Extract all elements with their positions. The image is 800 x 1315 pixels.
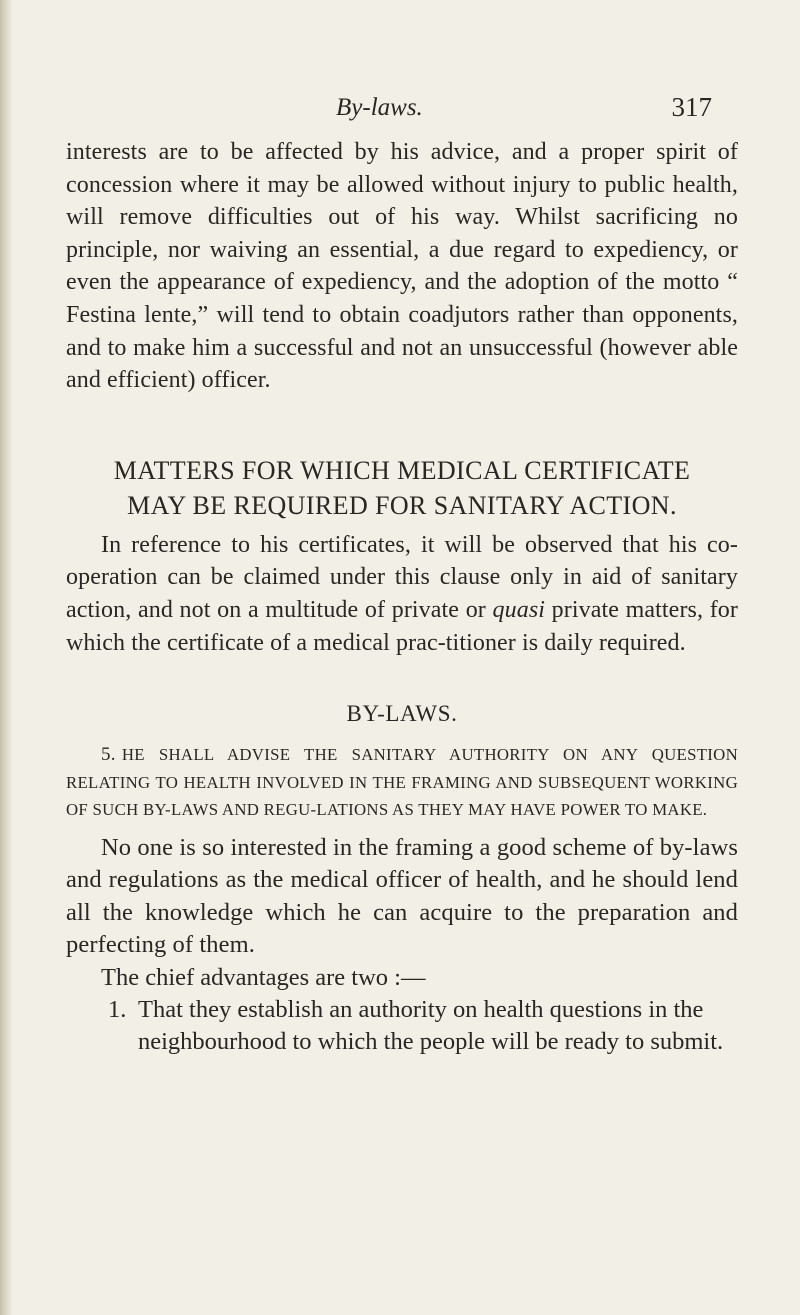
certificates-italic-term: quasi [492,596,546,623]
section-heading-line-2: MAY BE REQUIRED FOR SANITARY ACTION. [127,490,677,520]
bylaws-paragraph: No one is so interested in the framing a good scheme of by-laws and regulations as the medical officer of health, and he should lend all the knowledge which he can acquire to the preparation and perfecting of them. [66,833,738,959]
clause-number: 5. [101,744,116,766]
certificates-text-end: private matters, for which the certificate of a medical prac-titioner is daily required. [66,596,738,656]
advantages-intro: The chief advantages are two :— [101,963,426,991]
section-heading-line-1: MATTERS FOR WHICH MEDICAL CERTIFICATE [113,455,691,485]
certificates-paragraph [66,529,738,659]
bylaws-heading: BY-LAWS. [346,701,458,727]
page-number: 317 [671,92,712,122]
advantage-marker: 1. [108,995,127,1023]
page-edge-shadow [0,0,12,1315]
advantage-item [66,994,738,1058]
opening-paragraph: interests are to be affected by his advice, and a proper spirit of concession where it may be allowed without injury to public health, will remove difficulties out of his way. Whilst sacrificing no principle, nor waiving an essential, a due regard to expediency, or even the appearance of expediency, and the adoption of the motto “ Festina lente,” will tend to obtain coadjutors rather than opponents, and to make him a successful and not an unsuccessful (however able and efficient) officer. [66,139,738,394]
certificates-text-start: In reference to his certificates, it will be observed that his co-operation can be claimed under this clause only in aid of sanitary action, and not on a multitude of private or [66,531,738,623]
advantage-text: That they establish an authority on health questions in the neighbourhood to which the people will be ready to submit. [138,995,724,1055]
bylaws-clause [66,741,738,824]
section-heading [66,453,738,523]
running-head [66,88,738,136]
book-page [66,88,738,1058]
running-title: By-laws. [336,94,423,121]
clause-text: HE SHALL ADVISE THE SANITARY AUTHORITY ON ANY QUESTION RELATING TO HEALTH INVOLVED IN THE FRAMING AND SUBSEQUENT WORKING OF SUCH BY-LAWS AND REGU-LATIONS AS THEY MAY HAVE POWER TO MAKE. [66,745,738,820]
